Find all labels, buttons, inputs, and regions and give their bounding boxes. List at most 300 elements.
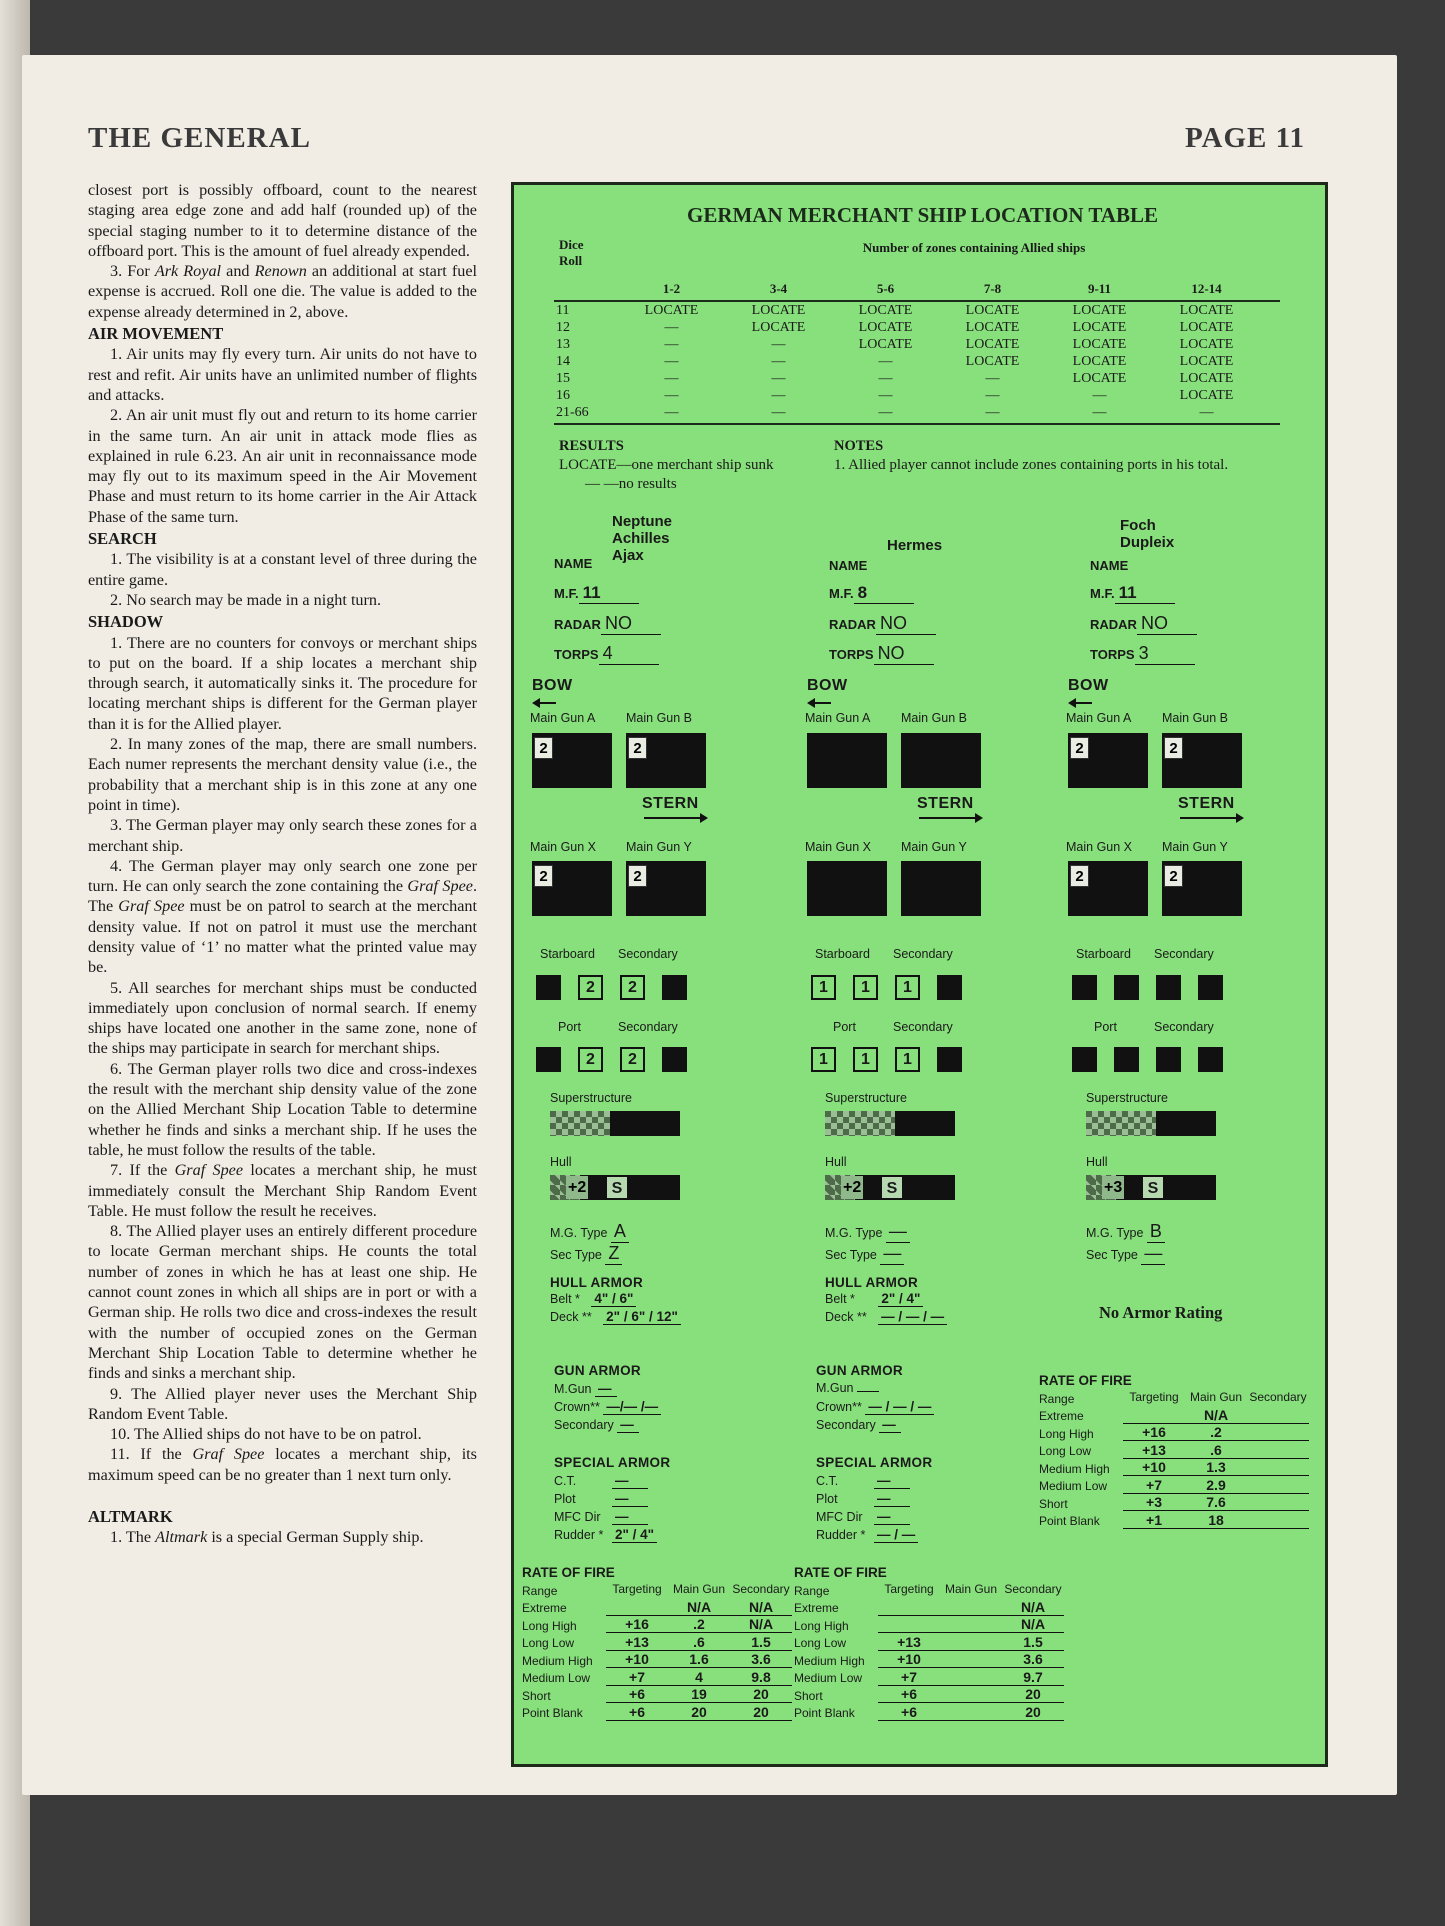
hull-armor-heading: HULL ARMOR [550,1275,643,1290]
mg-type-label: M.G. Type [825,1226,886,1240]
main-gun-a-label: Main Gun A [1066,711,1132,725]
mf-value: 8 [854,583,914,604]
gun-armor-row [816,1381,879,1395]
hull-armor-heading: HULL ARMOR [825,1275,918,1290]
paragraph: 2. In many zones of the map, there are small numbers. Each numer represents the merchant density value (i.e., the probability that a merchant ship is in this zone at any one point in time). [88,735,477,814]
main-gun-x-label: Main Gun X [1066,840,1133,854]
radar-label: RADAR [829,617,876,632]
gun-armor-label: Secondary [554,1418,618,1432]
targeting-value: +1 [1123,1511,1185,1529]
special-armor-heading: SPECIAL ARMOR [816,1455,933,1470]
main-gun-value: 7.6 [1185,1493,1247,1511]
section-heading: SEARCH [88,529,157,549]
gun-armor-label: Crown** [554,1400,604,1414]
starboard-label: Starboard [540,947,595,961]
mg-type-field [825,1221,910,1243]
table-cell: LOCATE [1179,371,1234,386]
port-gun-box [1072,1047,1097,1072]
special-armor-label: MFC Dir [816,1510,863,1524]
starboard-gun-box [1072,975,1097,1000]
targeting-value: +13 [878,1633,940,1651]
rate-of-fire-ship-2 [794,1565,1064,1721]
range-header: Range [522,1583,558,1598]
rof-row [794,1685,1064,1703]
name-label: NAME [1090,558,1129,573]
table-row [554,404,1280,421]
special-armor-row [816,1491,910,1507]
table-cell: LOCATE [1179,354,1234,369]
radar-value: NO [1137,613,1197,635]
special-armor-row [554,1509,648,1525]
sec-type-value: — [1141,1243,1165,1265]
ship-name: Ajax [612,547,644,564]
main-gun-y-value: 2 [1164,865,1183,887]
masthead: THE GENERAL [88,122,311,154]
range-label: Long High [794,1618,849,1633]
gun-armor-value: — / — / — [865,1399,934,1415]
deck-value: 2" / 6" / 12" [603,1309,681,1325]
special-armor-label: MFC Dir [554,1510,601,1524]
rof-header-row [1039,1388,1309,1406]
starboard-gun-box [937,975,962,1000]
hull-s: S [881,1176,903,1199]
table-row [554,387,1280,404]
table-cell: — [878,371,893,386]
targeting-value [1123,1406,1185,1424]
range-label: Short [1039,1496,1068,1511]
main-gun-value: .2 [1185,1423,1247,1441]
mf-field [554,583,639,604]
bow-arrow [534,702,556,704]
paragraph: 5. All searches for merchant ships must be conducted immediately upon conclusion of normal search. If enemy ships have located one another in the same zone, none of the ships may participate in search for merchant ships. [88,978,477,1058]
rof-row [794,1598,1064,1616]
port-gun-box: 1 [853,1047,878,1072]
main-gun-a-box [532,733,612,788]
rof-row [794,1615,1064,1633]
mf-field [829,583,914,604]
gun-armor-row [816,1399,934,1415]
radar-label: RADAR [1090,617,1137,632]
hull-label: Hull [550,1155,572,1169]
section-heading: ALTMARK [88,1507,173,1526]
superstructure-label: Superstructure [825,1091,907,1105]
name-label: NAME [554,556,593,571]
rof-row [522,1703,792,1721]
special-armor-row [554,1527,657,1543]
paragraph: 7. If the Graf Spee locates a merchant ship, he must immediately consult the Merchant Ship Random Event Table. He must follow the result he receives. [88,1161,478,1220]
paragraph: 3. For Ark Royal and Renown an additional at start fuel expense is accrued. Roll one die. The value is added to the expense already determined in 2, above. [88,262,478,321]
port-label: Port [833,1020,856,1034]
targeting-header: Targeting [612,1581,662,1596]
table-row [554,319,1280,336]
column-header: 3-4 [769,281,788,296]
superstructure-checker [825,1111,895,1136]
port-gun-box: 2 [578,1047,603,1072]
targeting-value: +6 [878,1703,940,1721]
targeting-header: Targeting [1129,1389,1179,1404]
secondary-value [1247,1476,1309,1494]
special-armor-value: — [612,1491,648,1507]
table-cell: LOCATE [1072,354,1127,369]
gun-armor-value [857,1391,879,1392]
roll-cell: 15 [556,371,570,386]
green-insert-panel [511,182,1328,1767]
paragraph: 1. There are no counters for convoys or merchant ships to put on the board. If a ship locates a merchant ship through search, it automatically sinks it. The procedure for locating merchant ships is different for the German player than it is for the Allied player. [88,633,477,733]
sec-type-field [550,1243,622,1265]
paragraph: closest port is possibly offboard, count to the nearest staging area edge zone and add half (rounded up) of the special staging number to it to determine distance of the offboard port. This is the amount of fuel already expended. [88,181,477,260]
secondary-value: 20 [1002,1703,1064,1721]
secondary-value: 20 [730,1703,792,1721]
table-title: GERMAN MERCHANT SHIP LOCATION TABLE [686,203,1158,227]
mg-type-label: M.G. Type [550,1226,611,1240]
paragraph: 1. The Altmark is a special German Supply ship. [110,1528,424,1547]
targeting-value: +16 [606,1615,668,1633]
main-gun-value: 19 [668,1685,730,1703]
main-gun-value: 18 [1185,1511,1247,1529]
page-number: PAGE 11 [1185,122,1306,154]
table-cell: — [771,337,786,352]
deck-label: Deck ** [825,1310,871,1324]
main-gun-b-label: Main Gun B [626,711,693,725]
main-gun-y-value: 2 [628,865,647,887]
main-gun-y-box [901,861,981,916]
targeting-value: +16 [1123,1423,1185,1441]
starboard-secondary-label: Secondary [1154,947,1214,961]
main-gun-value: .6 [1185,1441,1247,1459]
hull-value: +2 [566,1176,588,1199]
ship-names [1120,517,1174,551]
rof-row [522,1650,792,1668]
mg-type-value: A [611,1221,629,1243]
port-gun-box [536,1047,561,1072]
main-gun-value: N/A [668,1598,730,1616]
secondary-value: 9.7 [1002,1668,1064,1686]
ship-name: Dupleix [1120,534,1175,551]
roll-cell: 14 [556,354,570,369]
main-gun-x-label: Main Gun X [530,840,597,854]
stern-label: STERN [642,795,699,812]
rof-row [522,1615,792,1633]
stern-arrow [919,817,981,819]
hull-box [825,1175,955,1200]
main-gun-header: Main Gun [1189,1389,1243,1404]
targeting-value: +10 [1123,1458,1185,1476]
belt-row [825,1291,923,1307]
secondary-header: Secondary [1004,1581,1062,1596]
range-label: Medium Low [1039,1479,1108,1493]
range-label: Long Low [794,1636,847,1650]
targeting-value: +6 [878,1685,940,1703]
table-cell: — [664,320,679,335]
column-header: 7-8 [983,281,1002,296]
special-armor-row [816,1473,910,1489]
gun-armor-value: — [595,1381,617,1397]
special-armor-value: — [874,1491,910,1507]
paragraph: 11. If the Graf Spee locates a merchant ship, its maximum speed can be no greater than 1 next turn only. [88,1445,477,1484]
secondary-value: N/A [1002,1615,1064,1633]
notes-block: NOTES 1. Allied player cannot include zones containing ports in his total. [834,438,1229,473]
main-gun-b-value: 2 [628,737,647,759]
belt-label: Belt * [825,1292,859,1306]
rof-row [1039,1423,1309,1441]
torps-field [554,643,659,665]
results-block: RESULTS LOCATE—one merchant ship sunk — —no results [559,438,774,492]
special-armor-row [554,1473,648,1489]
main-gun-header: Main Gun [672,1581,726,1596]
mg-type-field [550,1221,629,1243]
secondary-value: 3.6 [730,1650,792,1668]
paragraph: 1. Air units may fly every turn. Air units do not have to rest and refit. Air units have an unlimited number of flights and attacks. [88,345,477,404]
main-gun-x-box [532,861,612,916]
belt-value: 4" / 6" [591,1291,636,1307]
rof-row [1039,1511,1309,1529]
range-label: Extreme [794,1601,839,1615]
main-gun-a-box [807,733,887,788]
main-gun-value [940,1633,1002,1651]
torps-label: TORPS [554,647,599,662]
starboard-secondary-label: Secondary [893,947,953,961]
main-gun-x-box [1068,861,1148,916]
rof-header-row [794,1580,1064,1598]
zones-header: Number of zones containing Allied ships [862,240,1086,255]
torps-value: 3 [1135,643,1195,665]
main-gun-value [940,1685,1002,1703]
hull-value: +3 [1102,1176,1124,1199]
paragraph: 2. No search may be made in a night turn. [110,590,382,609]
starboard-gun-box [1198,975,1223,1000]
port-label: Port [1094,1020,1117,1034]
starboard-gun-box [662,975,687,1000]
rof-row [522,1685,792,1703]
targeting-value: +3 [1123,1493,1185,1511]
dice-roll-header: Dice Roll [559,237,584,268]
paragraph: 1. The visibility is at a constant level of three during the entire game. [88,550,477,589]
secondary-value [1247,1493,1309,1511]
range-label: Point Blank [794,1706,855,1720]
secondary-value: 1.5 [1002,1633,1064,1651]
superstructure-checker [550,1111,610,1136]
paragraph: 3. The German player may only search these zones for a merchant ship. [88,816,477,855]
name-field [1090,555,1238,576]
main-gun-a-value: 2 [534,737,553,759]
special-armor-value: — [612,1509,648,1525]
gun-armor-label: Secondary [816,1418,880,1432]
port-label: Port [558,1020,581,1034]
bow-label: BOW [532,677,573,694]
rate-of-fire-table [522,1580,792,1721]
superstructure-box [825,1111,955,1136]
secondary-value [1247,1423,1309,1441]
main-gun-y-box [626,861,706,916]
special-armor-value: — / — [874,1527,918,1543]
table-cell: — [771,388,786,403]
mf-label: M.F. [1090,586,1115,601]
column-header: 9-11 [1087,281,1112,296]
main-gun-value [940,1650,1002,1668]
targeting-value: +7 [1123,1476,1185,1494]
port-secondary-label: Secondary [1154,1020,1214,1034]
column-header: 12-14 [1191,281,1222,296]
ship-names [887,537,942,554]
starboard-label: Starboard [815,947,870,961]
rof-row [1039,1476,1309,1494]
ship-name: Neptune [612,513,672,530]
radar-value: NO [601,613,661,635]
sec-type-value: Z [605,1243,622,1265]
main-gun-b-label: Main Gun B [901,711,968,725]
paragraph: 8. The Allied player uses an entirely different procedure to locate German merchant ships. He counts the total number of zones in which he has at least one ship. He cannot count zones in which all ships are in port or with a German ship. He rolls two dice and cross-indexes the result with the number of occupied zones on the German Merchant Ship Location Table to determine whether he finds and sinks a merchant ship. [88,1222,477,1383]
table-cell: — [985,405,1000,420]
stern-arrow [1180,817,1242,819]
paragraph: 10. The Allied ships do not have to be on patrol. [110,1425,422,1444]
table-cell: — [878,354,893,369]
rof-row [522,1633,792,1651]
roll-cell: 11 [556,303,570,318]
table-cell: LOCATE [1072,337,1127,352]
column-header: 1-2 [662,281,681,296]
starboard-gun-box: 2 [620,975,645,1000]
paragraph: 6. The German player rolls two dice and cross-indexes the result with the merchant ship density value of the zone on the Allied Merchant Ship Location Table to determine whether he finds and sinks a merchant ship. If he uses the table, he must follow the results of the table. [88,1059,477,1159]
special-armor-label: Plot [554,1492,576,1506]
secondary-value: 3.6 [1002,1650,1064,1668]
range-label: Long Low [1039,1444,1092,1458]
roll-cell: 12 [556,320,570,335]
mf-field [1090,583,1175,604]
ship-card [514,515,769,1335]
table-cell: LOCATE [751,303,806,318]
table-cell: — [664,388,679,403]
main-gun-a-box [1068,733,1148,788]
mg-type-field [1086,1221,1165,1243]
sec-type-value: — [880,1243,904,1265]
table-cell: — [664,405,679,420]
torps-label: TORPS [829,647,874,662]
main-gun-value [940,1668,1002,1686]
table-cell: — [1092,388,1107,403]
table-cell: LOCATE [1072,303,1127,318]
rate-of-fire-table [1039,1388,1309,1529]
range-header: Range [1039,1391,1075,1406]
secondary-value: 9.8 [730,1668,792,1686]
main-gun-y-label: Main Gun Y [1162,840,1228,854]
special-armor-label: Rudder * [816,1528,866,1542]
targeting-value: +10 [606,1650,668,1668]
secondary-value: 1.5 [730,1633,792,1651]
paragraph: 4. The German player may only search one zone per turn. He can only search the zone containing the Graf Spee. The Graf Spee must be on patrol to search at the merchant density value. If not on patrol it must use the merchant density value of ‘1’ no matter what the printed value may be. [88,856,477,977]
targeting-value [878,1615,940,1633]
table-row [554,353,1280,370]
range-label: Medium Low [522,1671,591,1685]
torps-label: TORPS [1090,647,1135,662]
superstructure-box [1086,1111,1216,1136]
table-row [554,336,1280,353]
sec-type-label: Sec Type [550,1248,606,1262]
main-gun-y-label: Main Gun Y [901,840,967,854]
range-label: Extreme [1039,1409,1084,1423]
gun-armor-row [554,1381,617,1397]
table-cell: LOCATE [858,320,913,335]
table-cell: LOCATE [965,354,1020,369]
name-field [554,553,712,574]
special-armor-value: — [612,1473,648,1489]
superstructure-checker [1086,1111,1156,1136]
special-armor-value: — [874,1473,910,1489]
article-column [88,180,477,1548]
table-cell: — [771,371,786,386]
main-gun-y-box [1162,861,1242,916]
deck-row [825,1309,947,1325]
secondary-value: 20 [1002,1685,1064,1703]
sec-type-field [1086,1243,1165,1265]
port-gun-box: 1 [895,1047,920,1072]
table-cell: — [1199,405,1214,420]
targeting-value: +13 [1123,1441,1185,1459]
starboard-gun-box: 1 [895,975,920,1000]
gun-armor-value: — [617,1417,639,1433]
range-label: Short [522,1688,551,1703]
table-cell: LOCATE [751,320,806,335]
main-gun-x-label: Main Gun X [805,840,872,854]
special-armor-label: Plot [816,1492,838,1506]
mg-type-value: B [1147,1221,1165,1243]
table-cell: LOCATE [858,337,913,352]
roll-cell: 16 [556,388,570,403]
table-cell: LOCATE [1072,371,1127,386]
column-header: 5-6 [876,281,895,296]
secondary-value: N/A [730,1615,792,1633]
rate-of-fire-heading: RATE OF FIRE [1039,1373,1132,1388]
table-row [554,302,1280,319]
port-gun-box [1156,1047,1181,1072]
special-armor-value: 2" / 4" [612,1527,657,1543]
belt-label: Belt * [550,1292,584,1306]
secondary-header: Secondary [732,1581,790,1596]
name-label: NAME [829,558,868,573]
main-gun-value: N/A [1185,1406,1247,1424]
deck-value: — / — / — [878,1309,947,1325]
special-armor-label: C.T. [816,1474,839,1488]
stern-label: STERN [917,795,974,812]
special-armor-label: Rudder * [554,1528,604,1542]
rof-row [522,1598,792,1616]
range-label: Long Low [522,1636,575,1650]
special-armor-row [816,1527,918,1543]
gun-armor-label: M.Gun [554,1382,595,1396]
special-armor-row [816,1509,910,1525]
main-gun-a-value: 2 [1070,737,1089,759]
port-gun-box [662,1047,687,1072]
range-label: Medium High [794,1653,865,1668]
secondary-value: N/A [1002,1598,1064,1616]
table-cell: — [771,405,786,420]
sec-type-label: Sec Type [825,1248,881,1262]
rate-of-fire-table [794,1580,1064,1721]
main-gun-a-label: Main Gun A [530,711,596,725]
ship-name: Foch [1120,517,1156,534]
rof-row [1039,1458,1309,1476]
table-cell: LOCATE [644,303,699,318]
main-gun-b-box [1162,733,1242,788]
hull-value: +2 [841,1176,863,1199]
port-gun-box [1114,1047,1139,1072]
starboard-gun-box: 1 [853,975,878,1000]
range-header: Range [794,1583,830,1598]
gun-armor-row [554,1399,661,1415]
main-gun-value [940,1703,1002,1721]
table-cell: LOCATE [1072,320,1127,335]
secondary-value [1247,1406,1309,1424]
deck-row [550,1309,681,1325]
